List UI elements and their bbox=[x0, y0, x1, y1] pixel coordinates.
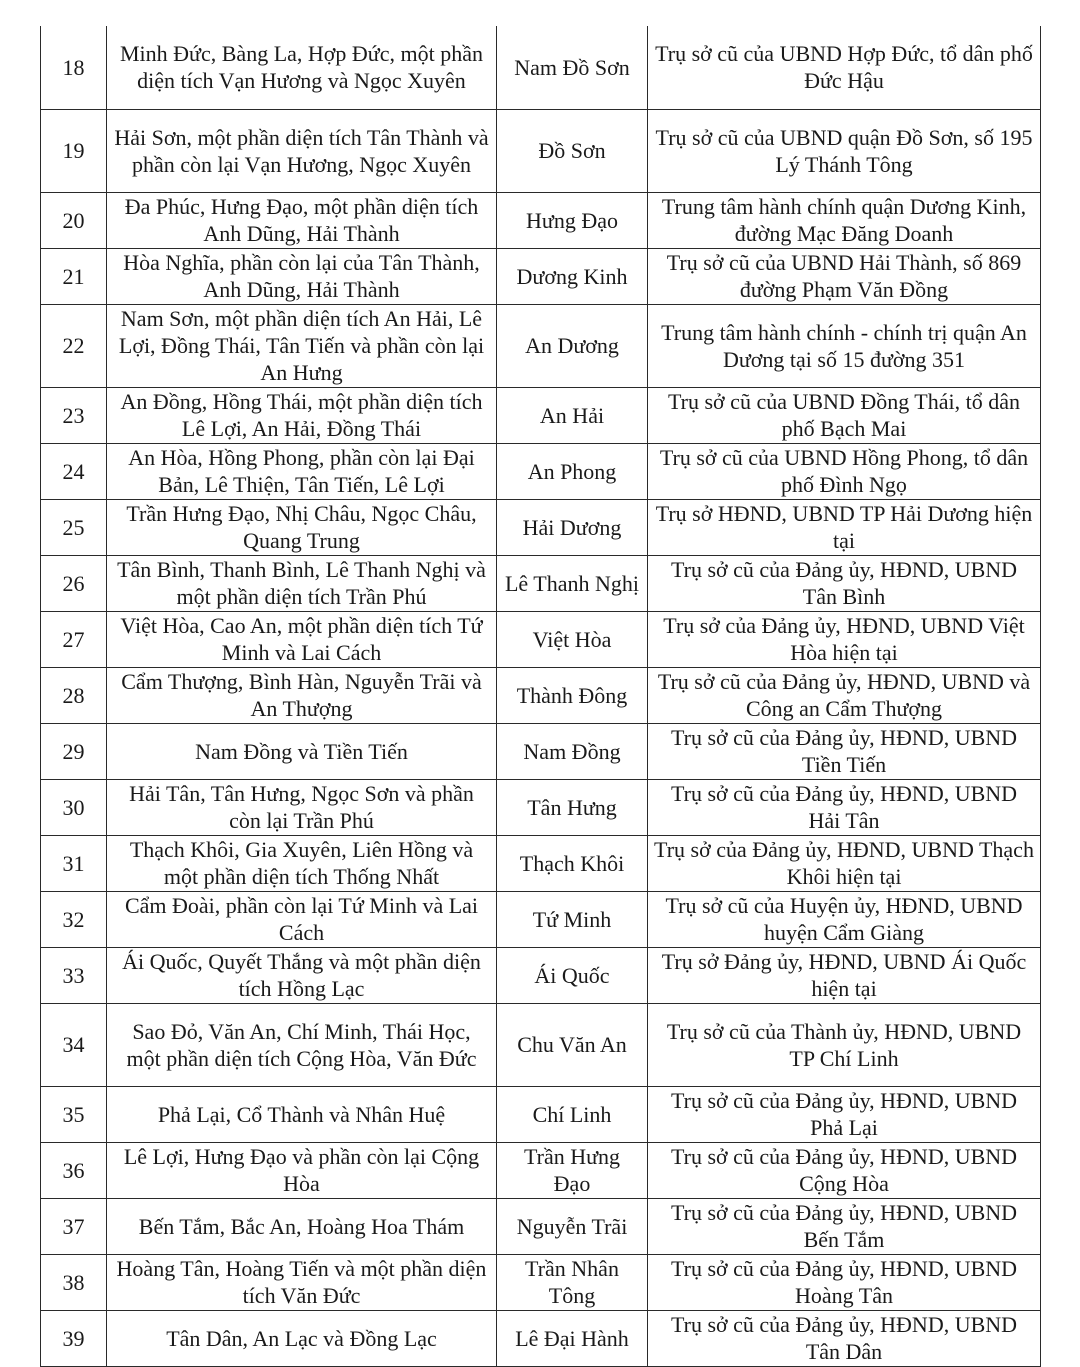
headquarters-cell: Trụ sở Đảng ủy, HĐND, UBND Ái Quốc hiện tại bbox=[648, 947, 1041, 1003]
table-row bbox=[41, 1003, 1041, 1086]
merged-units-cell: Lê Lợi, Hưng Đạo và phần còn lại Cộng Hòa bbox=[107, 1142, 497, 1198]
table-row bbox=[41, 779, 1041, 835]
row-number: 38 bbox=[41, 1254, 107, 1310]
headquarters-cell: Trụ sở cũ của Thành ủy, HĐND, UBND TP Chí Linh bbox=[648, 1003, 1041, 1086]
merged-units-cell: Sao Đỏ, Văn An, Chí Minh, Thái Học, một phần diện tích Cộng Hòa, Văn Đức bbox=[107, 1003, 497, 1086]
new-unit-name-cell: Hải Dương bbox=[497, 499, 648, 555]
table-row bbox=[41, 26, 1041, 109]
new-unit-name-cell: Tứ Minh bbox=[497, 891, 648, 947]
row-number: 29 bbox=[41, 723, 107, 779]
table-row bbox=[41, 611, 1041, 667]
table-row bbox=[41, 443, 1041, 499]
new-unit-name-cell: Dương Kinh bbox=[497, 248, 648, 304]
row-number: 25 bbox=[41, 499, 107, 555]
new-unit-name-cell: Việt Hòa bbox=[497, 611, 648, 667]
row-number: 22 bbox=[41, 304, 107, 387]
merged-units-cell: Cẩm Đoài, phần còn lại Tứ Minh và Lai Cách bbox=[107, 891, 497, 947]
new-unit-name-cell: Đồ Sơn bbox=[497, 109, 648, 192]
merged-units-cell: Phả Lại, Cổ Thành và Nhân Huệ bbox=[107, 1086, 497, 1142]
table-row bbox=[41, 667, 1041, 723]
headquarters-cell: Trung tâm hành chính - chính trị quận An Dương tại số 15 đường 351 bbox=[648, 304, 1041, 387]
table-row bbox=[41, 1310, 1041, 1366]
row-number: 21 bbox=[41, 248, 107, 304]
headquarters-cell: Trụ sở của Đảng ủy, HĐND, UBND Việt Hòa hiện tại bbox=[648, 611, 1041, 667]
row-number: 32 bbox=[41, 891, 107, 947]
new-unit-name-cell: Chí Linh bbox=[497, 1086, 648, 1142]
merged-units-cell: Nam Sơn, một phần diện tích An Hải, Lê Lợi, Đồng Thái, Tân Tiến và phần còn lại An Hưng bbox=[107, 304, 497, 387]
new-unit-name-cell: Chu Văn An bbox=[497, 1003, 648, 1086]
merged-units-cell: Việt Hòa, Cao An, một phần diện tích Tứ Minh và Lai Cách bbox=[107, 611, 497, 667]
merged-units-cell: Thạch Khôi, Gia Xuyên, Liên Hồng và một phần diện tích Thống Nhất bbox=[107, 835, 497, 891]
merged-units-cell: Tân Bình, Thanh Bình, Lê Thanh Nghị và một phần diện tích Trần Phú bbox=[107, 555, 497, 611]
new-unit-name-cell: An Phong bbox=[497, 443, 648, 499]
headquarters-cell: Trụ sở cũ của Đảng ủy, HĐND, UBND Hoàng Tân bbox=[648, 1254, 1041, 1310]
headquarters-cell: Trụ sở cũ của Đảng ủy, HĐND, UBND và Công an Cẩm Thượng bbox=[648, 667, 1041, 723]
new-unit-name-cell: Thành Đông bbox=[497, 667, 648, 723]
merged-units-cell: Nam Đồng và Tiền Tiến bbox=[107, 723, 497, 779]
table-row bbox=[41, 1198, 1041, 1254]
headquarters-cell: Trụ sở cũ của UBND Hồng Phong, tổ dân phố Đình Ngọ bbox=[648, 443, 1041, 499]
table-row bbox=[41, 947, 1041, 1003]
table-row bbox=[41, 723, 1041, 779]
headquarters-cell: Trụ sở cũ của Đảng ủy, HĐND, UBND Phả Lại bbox=[648, 1086, 1041, 1142]
table-row bbox=[41, 891, 1041, 947]
new-unit-name-cell: Lê Thanh Nghị bbox=[497, 555, 648, 611]
headquarters-cell: Trụ sở của Đảng ủy, HĐND, UBND Thạch Khôi hiện tại bbox=[648, 835, 1041, 891]
new-unit-name-cell: Hưng Đạo bbox=[497, 192, 648, 248]
merged-units-cell: Minh Đức, Bàng La, Hợp Đức, một phần diện tích Vạn Hương và Ngọc Xuyên bbox=[107, 26, 497, 109]
row-number: 20 bbox=[41, 192, 107, 248]
new-unit-name-cell: Nam Đồ Sơn bbox=[497, 26, 648, 109]
table-row bbox=[41, 192, 1041, 248]
row-number: 31 bbox=[41, 835, 107, 891]
new-unit-name-cell: Trần Nhân Tông bbox=[497, 1254, 648, 1310]
row-number: 18 bbox=[41, 26, 107, 109]
row-number: 27 bbox=[41, 611, 107, 667]
headquarters-cell: Trụ sở cũ của Đảng ủy, HĐND, UBND Cộng Hòa bbox=[648, 1142, 1041, 1198]
row-number: 28 bbox=[41, 667, 107, 723]
row-number: 34 bbox=[41, 1003, 107, 1086]
row-number: 24 bbox=[41, 443, 107, 499]
new-unit-name-cell: An Dương bbox=[497, 304, 648, 387]
new-unit-name-cell: Nam Đồng bbox=[497, 723, 648, 779]
new-unit-name-cell: Tân Hưng bbox=[497, 779, 648, 835]
merged-units-cell: An Đồng, Hồng Thái, một phần diện tích Lê Lợi, An Hải, Đồng Thái bbox=[107, 387, 497, 443]
table-row bbox=[41, 387, 1041, 443]
headquarters-cell: Trụ sở cũ của Đảng ủy, HĐND, UBND Tân Dân bbox=[648, 1310, 1041, 1366]
table-row bbox=[41, 1254, 1041, 1310]
headquarters-cell: Trụ sở cũ của Huyện ủy, HĐND, UBND huyện Cẩm Giàng bbox=[648, 891, 1041, 947]
headquarters-cell: Trụ sở cũ của UBND Hải Thành, số 869 đường Phạm Văn Đồng bbox=[648, 248, 1041, 304]
merged-units-cell: Hải Tân, Tân Hưng, Ngọc Sơn và phần còn lại Trần Phú bbox=[107, 779, 497, 835]
headquarters-cell: Trụ sở cũ của Đảng ủy, HĐND, UBND Tiền Tiến bbox=[648, 723, 1041, 779]
new-unit-name-cell: An Hải bbox=[497, 387, 648, 443]
table-row bbox=[41, 1142, 1041, 1198]
table-row bbox=[41, 109, 1041, 192]
row-number: 37 bbox=[41, 1198, 107, 1254]
headquarters-cell: Trụ sở HĐND, UBND TP Hải Dương hiện tại bbox=[648, 499, 1041, 555]
table-row bbox=[41, 1086, 1041, 1142]
merged-units-cell: Tân Dân, An Lạc và Đồng Lạc bbox=[107, 1310, 497, 1366]
headquarters-cell: Trụ sở cũ của UBND quận Đồ Sơn, số 195 Lý Thánh Tông bbox=[648, 109, 1041, 192]
row-number: 19 bbox=[41, 109, 107, 192]
row-number: 36 bbox=[41, 1142, 107, 1198]
row-number: 26 bbox=[41, 555, 107, 611]
table-row bbox=[41, 304, 1041, 387]
row-number: 30 bbox=[41, 779, 107, 835]
merged-units-cell: Bến Tắm, Bắc An, Hoàng Hoa Thám bbox=[107, 1198, 497, 1254]
headquarters-cell: Trụ sở cũ của UBND Đồng Thái, tổ dân phố Bạch Mai bbox=[648, 387, 1041, 443]
merged-units-cell: Cẩm Thượng, Bình Hàn, Nguyễn Trãi và An Thượng bbox=[107, 667, 497, 723]
row-number: 23 bbox=[41, 387, 107, 443]
merger-table bbox=[40, 26, 1041, 1367]
merged-units-cell: Hải Sơn, một phần diện tích Tân Thành và phần còn lại Vạn Hương, Ngọc Xuyên bbox=[107, 109, 497, 192]
merged-units-cell: An Hòa, Hồng Phong, phần còn lại Đại Bản, Lê Thiện, Tân Tiến, Lê Lợi bbox=[107, 443, 497, 499]
new-unit-name-cell: Trần Hưng Đạo bbox=[497, 1142, 648, 1198]
headquarters-cell: Trụ sở cũ của Đảng ủy, HĐND, UBND Tân Bình bbox=[648, 555, 1041, 611]
merged-units-cell: Đa Phúc, Hưng Đạo, một phần diện tích Anh Dũng, Hải Thành bbox=[107, 192, 497, 248]
table-row bbox=[41, 248, 1041, 304]
headquarters-cell: Trụ sở cũ của Đảng ủy, HĐND, UBND Hải Tân bbox=[648, 779, 1041, 835]
headquarters-cell: Trụ sở cũ của Đảng ủy, HĐND, UBND Bến Tắm bbox=[648, 1198, 1041, 1254]
new-unit-name-cell: Lê Đại Hành bbox=[497, 1310, 648, 1366]
table-row bbox=[41, 555, 1041, 611]
headquarters-cell: Trung tâm hành chính quận Dương Kinh, đường Mạc Đăng Doanh bbox=[648, 192, 1041, 248]
row-number: 33 bbox=[41, 947, 107, 1003]
merged-units-cell: Hòa Nghĩa, phần còn lại của Tân Thành, Anh Dũng, Hải Thành bbox=[107, 248, 497, 304]
merged-units-cell: Ái Quốc, Quyết Thắng và một phần diện tích Hồng Lạc bbox=[107, 947, 497, 1003]
headquarters-cell: Trụ sở cũ của UBND Hợp Đức, tổ dân phố Đức Hậu bbox=[648, 26, 1041, 109]
table-row bbox=[41, 499, 1041, 555]
new-unit-name-cell: Thạch Khôi bbox=[497, 835, 648, 891]
new-unit-name-cell: Nguyễn Trãi bbox=[497, 1198, 648, 1254]
row-number: 39 bbox=[41, 1310, 107, 1366]
merged-units-cell: Trần Hưng Đạo, Nhị Châu, Ngọc Châu, Quang Trung bbox=[107, 499, 497, 555]
row-number: 35 bbox=[41, 1086, 107, 1142]
new-unit-name-cell: Ái Quốc bbox=[497, 947, 648, 1003]
merged-units-cell: Hoàng Tân, Hoàng Tiến và một phần diện tích Văn Đức bbox=[107, 1254, 497, 1310]
table-row bbox=[41, 835, 1041, 891]
